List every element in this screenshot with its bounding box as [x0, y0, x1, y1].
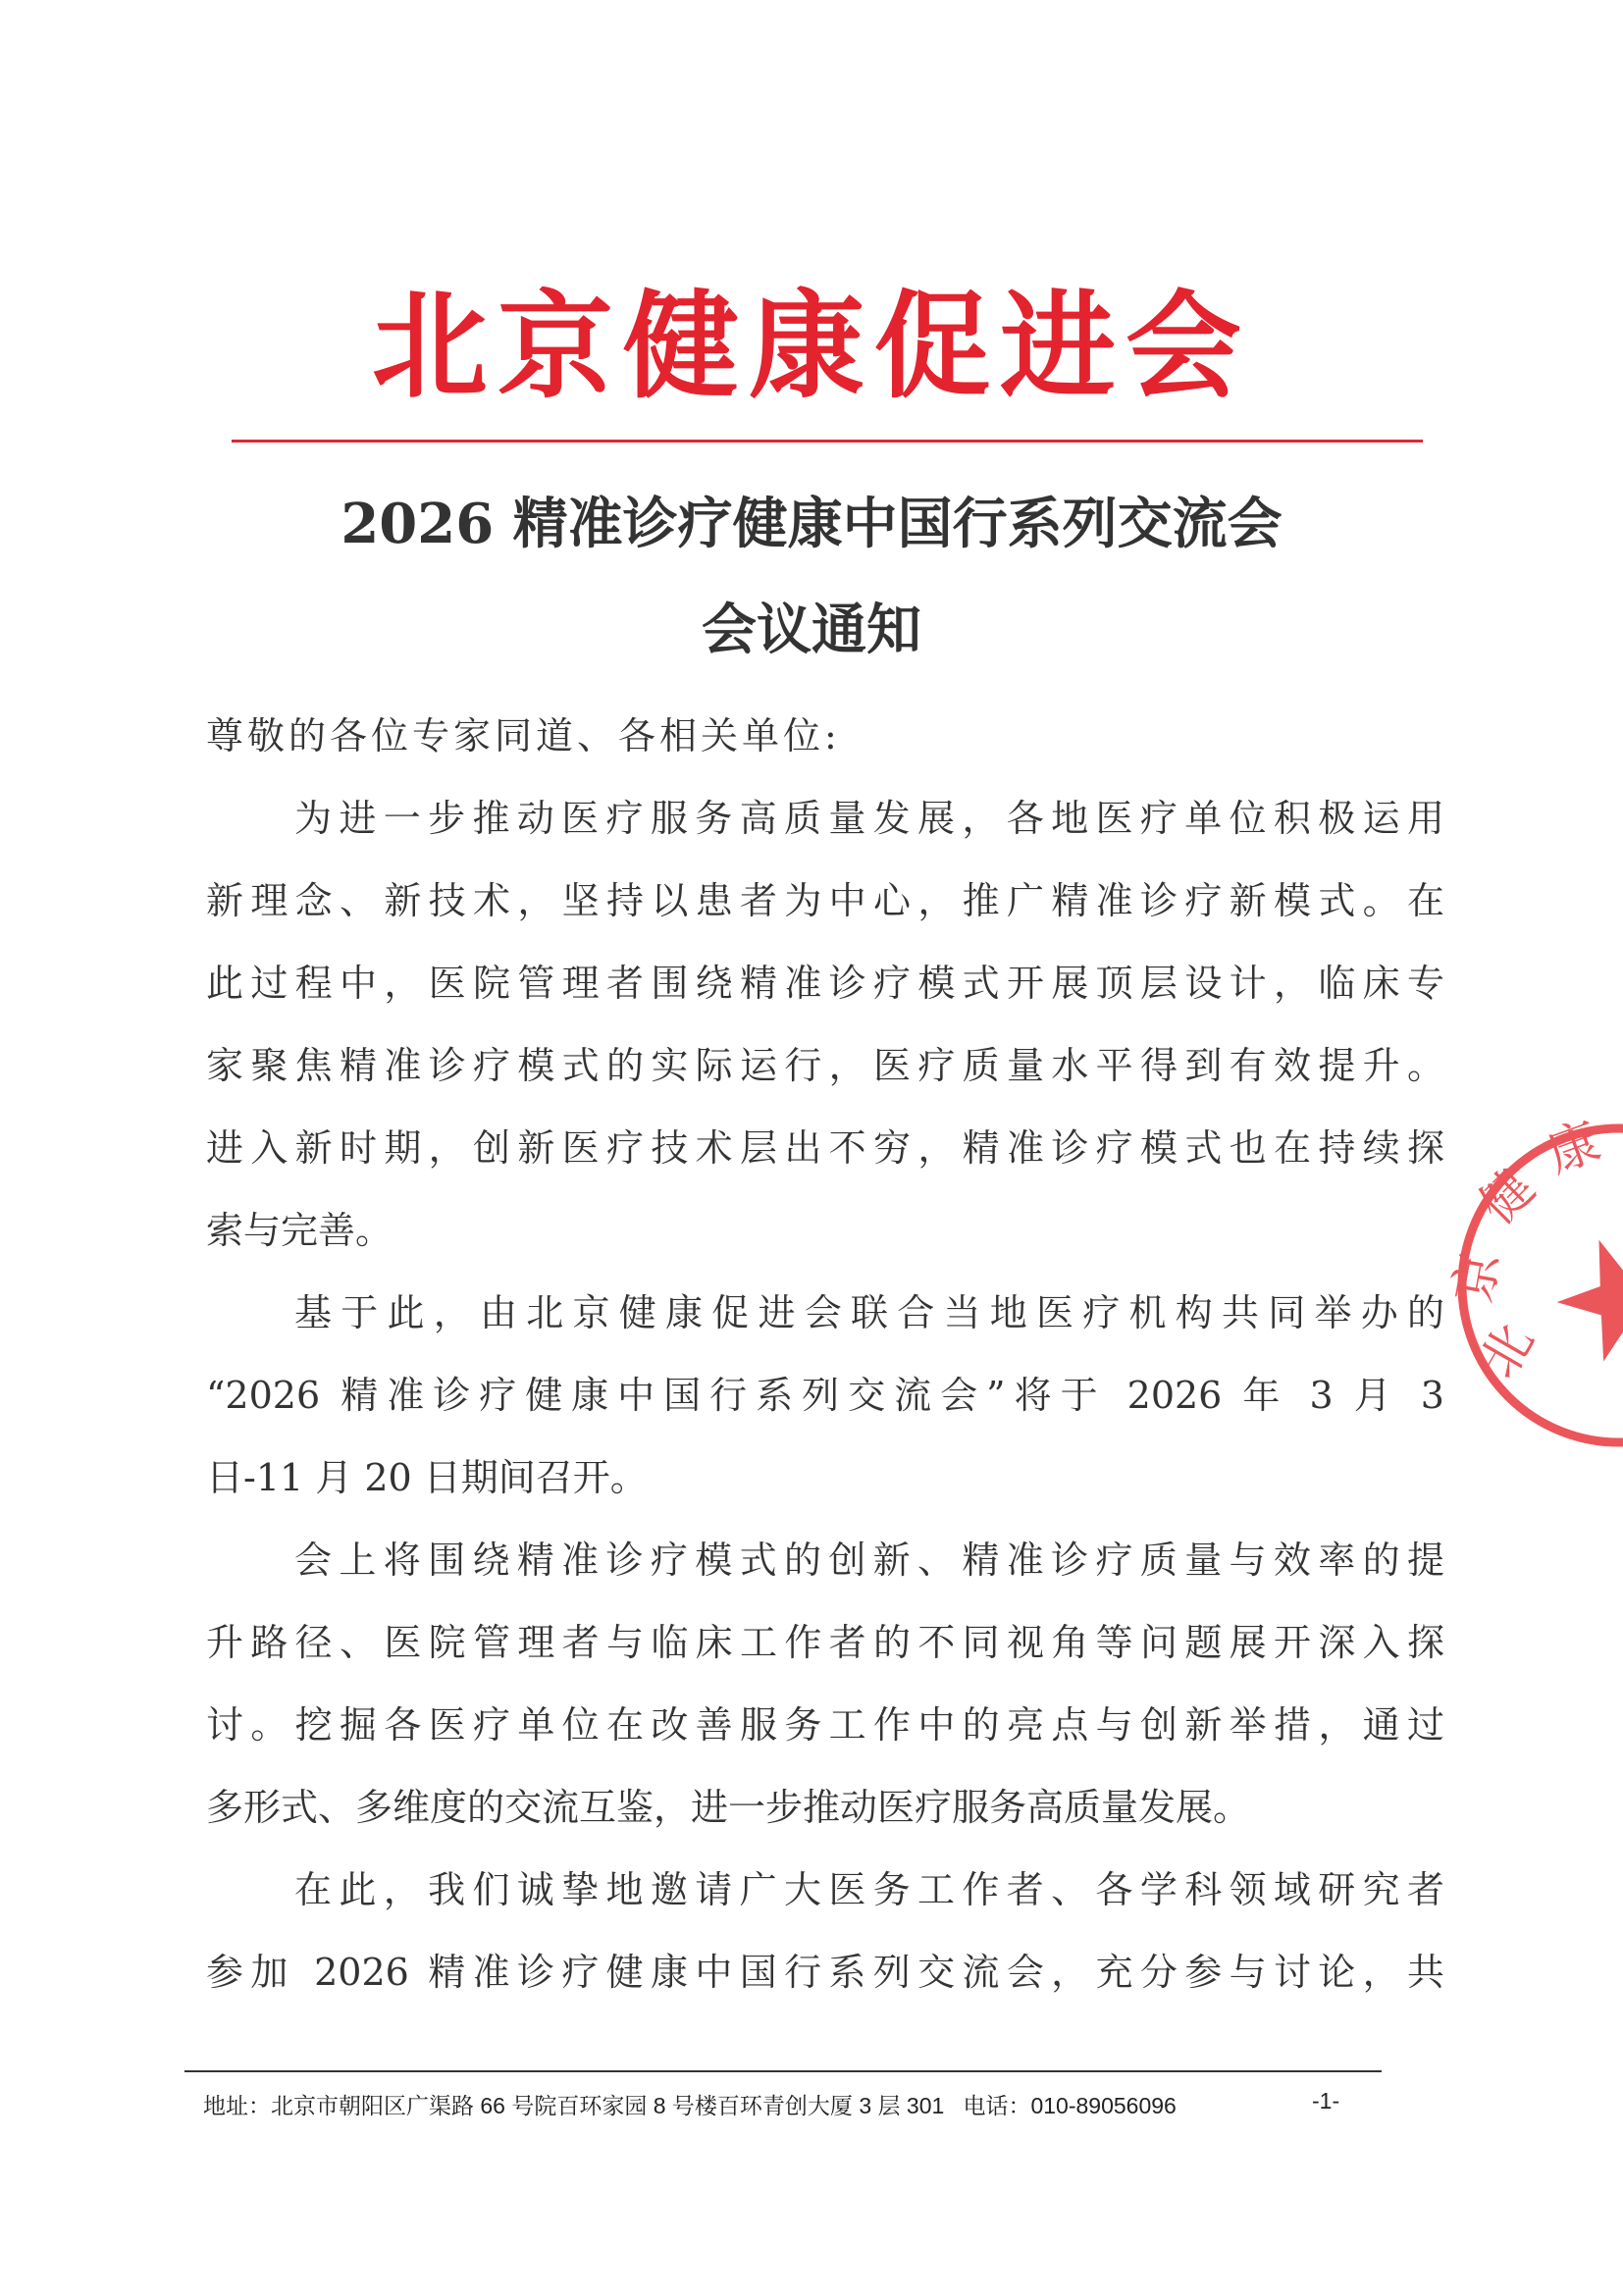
- footer-phone: 电话：010-89056096: [963, 2093, 1177, 2118]
- svg-text:健: 健: [1468, 1157, 1546, 1236]
- paragraph-line: 参加 2026 精准诊疗健康中国行系列交流会，充分参与讨论，共: [206, 1951, 1444, 1994]
- paragraph-line: 在此，我们诚挚地邀请广大医务工作者、各学科领域研究者: [294, 1868, 1444, 1911]
- paragraph-line: 多形式、多维度的交流互鉴，进一步推动医疗服务高质量发展。: [206, 1786, 1251, 1829]
- paragraph-line: 索与完善。: [206, 1209, 393, 1252]
- official-seal: [1443, 1112, 1623, 1452]
- document-subtitle: 会议通知: [702, 598, 921, 662]
- paragraph-line: “2026 精准诊疗健康中国行系列交流会”将于 2026 年 3 月 3: [206, 1374, 1444, 1417]
- header-divider: [232, 440, 1423, 443]
- paragraphs: [206, 791, 1444, 2027]
- paragraph-line: 家聚焦精准诊疗模式的实际运行，医疗质量水平得到有效提升。: [206, 1044, 1444, 1087]
- svg-text:京: 京: [1443, 1246, 1511, 1308]
- paragraph-line: 为进一步推动医疗服务高质量发展，各地医疗单位积极运用: [294, 797, 1444, 840]
- footer-divider: [184, 2070, 1382, 2072]
- paragraph-line: 升路径、医院管理者与临床工作者的不同视角等问题展开深入探: [206, 1621, 1444, 1664]
- document-title: 2026 精准诊疗健康中国行系列交流会: [340, 492, 1283, 556]
- paragraph-line: 进入新时期，创新医疗技术层出不穷，精准诊疗模式也在持续探: [206, 1126, 1444, 1170]
- paragraph-line: 讨。挖掘各医疗单位在改善服务工作中的亮点与创新举措，通过: [206, 1703, 1444, 1747]
- page-number: -1-: [1312, 2088, 1340, 2113]
- paragraph-line: 新理念、新技术，坚持以患者为中心，推广精准诊疗新模式。在: [206, 879, 1444, 922]
- paragraph-line: 日-11 月 20 日期间召开。: [206, 1456, 648, 1499]
- greeting: 尊敬的各位专家同道、各相关单位:: [206, 714, 841, 757]
- svg-text:北: 北: [1469, 1314, 1546, 1388]
- star-icon: [1542, 1219, 1623, 1369]
- svg-text:康: 康: [1539, 1112, 1608, 1185]
- masthead-title: 北京健康促进会: [371, 278, 1251, 414]
- document-body: [206, 708, 1444, 2027]
- paragraph-line: 此过程中，医院管理者围绕精准诊疗模式开展顶层设计，临床专: [206, 962, 1444, 1005]
- paragraph-line: 基于此，由北京健康促进会联合当地医疗机构共同举办的: [294, 1291, 1444, 1334]
- footer-address: 地址：北京市朝阳区广渠路 66 号院百环家园 8 号楼百环青创大厦 3 层 301: [203, 2093, 945, 2118]
- footer-contact: [203, 2088, 1177, 2120]
- paragraph-line: 会上将围绕精准诊疗模式的创新、精准诊疗质量与效率的提: [294, 1539, 1444, 1582]
